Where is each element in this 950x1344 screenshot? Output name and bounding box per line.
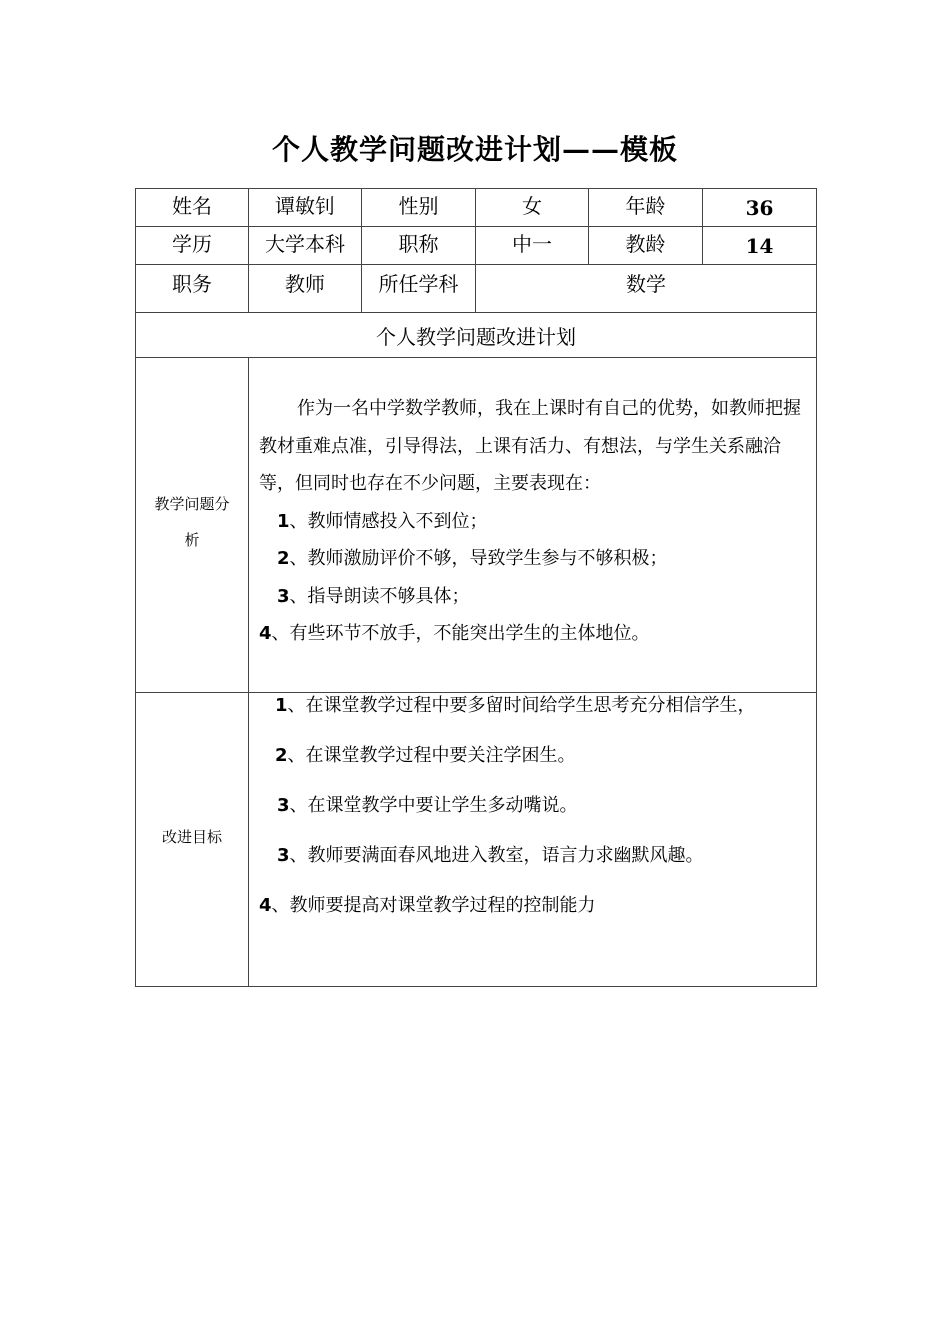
rank-value-cell xyxy=(476,227,589,265)
education-value-cell xyxy=(249,227,362,265)
analysis-content-cell xyxy=(249,358,817,693)
age-value-cell xyxy=(703,189,817,227)
teaching-years-value: 14 xyxy=(745,233,774,258)
age-label-cell xyxy=(589,189,703,227)
plan-heading: 个人教学问题改进计划 xyxy=(376,324,576,349)
subject-value: 数学 xyxy=(626,272,666,296)
teaching-years-label-cell xyxy=(589,227,703,265)
analysis-item: 2、教师激励评价不够，导致学生参与不够积极； xyxy=(277,548,668,569)
goal-item: 3、教师要满面春风地进入教室，语言力求幽默风趣。 xyxy=(277,845,704,866)
position-value-cell xyxy=(249,265,362,313)
teaching-years-label: 教龄 xyxy=(625,232,666,256)
name-label: 姓名 xyxy=(172,194,212,218)
subject-label: 所任学科 xyxy=(378,272,459,296)
goals-row xyxy=(136,693,817,987)
analysis-intro: 作为一名中学数学教师，我在上课时有自己的优势，如教师把握教材重难点准，引导得法，上课有活力、有想法，与学生关系融洽等，但同时也存在不少问题，主要表现在： xyxy=(259,398,801,494)
info-row-3 xyxy=(136,265,817,313)
plan-form-table xyxy=(135,188,817,987)
gender-value: 女 xyxy=(522,194,542,218)
analysis-item: 3、指导朗读不够具体； xyxy=(277,585,470,607)
position-value: 教师 xyxy=(285,272,325,296)
analysis-label xyxy=(136,358,248,692)
analysis-item: 4、有些环节不放手，不能突出学生的主体地位。 xyxy=(259,623,650,644)
analysis-content xyxy=(249,358,816,692)
analysis-label-line2: 析 xyxy=(184,531,200,549)
goal-item: 1、在课堂教学过程中要多留时间给学生思考充分相信学生， xyxy=(275,695,756,716)
subject-label-cell xyxy=(362,265,476,313)
goals-content-cell xyxy=(249,693,817,987)
subject-value-cell xyxy=(476,265,817,313)
goal-item: 4、教师要提高对课堂教学过程的控制能力 xyxy=(259,895,596,916)
plan-heading-cell xyxy=(136,313,817,358)
analysis-label-line1: 教学问题分 xyxy=(154,495,230,513)
age-label: 年龄 xyxy=(625,194,666,218)
goals-content xyxy=(249,693,816,986)
goal-item: 2、在课堂教学过程中要关注学困生。 xyxy=(275,745,576,766)
gender-label: 性别 xyxy=(398,194,439,218)
plan-heading-row xyxy=(136,313,817,358)
name-value-cell xyxy=(249,189,362,227)
education-value: 大学本科 xyxy=(265,232,345,256)
document-title: 个人教学问题改进计划——模板 xyxy=(271,133,678,166)
gender-value-cell xyxy=(476,189,589,227)
position-label-cell xyxy=(136,265,249,313)
goals-label-cell xyxy=(136,693,249,987)
analysis-item: 1、教师情感投入不到位； xyxy=(277,510,488,532)
age-value: 36 xyxy=(745,195,774,220)
position-label: 职务 xyxy=(172,272,212,296)
info-row-2 xyxy=(136,227,817,265)
teaching-years-value-cell xyxy=(703,227,817,265)
name-label-cell xyxy=(136,189,249,227)
gender-label-cell xyxy=(362,189,476,227)
analysis-label-cell xyxy=(136,358,249,693)
education-label: 学历 xyxy=(172,232,212,256)
rank-label-cell xyxy=(362,227,476,265)
goals-label: 改进目标 xyxy=(161,828,222,846)
info-row-1 xyxy=(136,189,817,227)
goal-item: 3、在课堂教学中要让学生多动嘴说。 xyxy=(277,795,578,816)
education-label-cell xyxy=(136,227,249,265)
rank-value: 中一 xyxy=(512,232,552,256)
analysis-row xyxy=(136,358,817,693)
name-value: 谭敏钊 xyxy=(275,194,335,218)
rank-label: 职称 xyxy=(398,232,439,256)
